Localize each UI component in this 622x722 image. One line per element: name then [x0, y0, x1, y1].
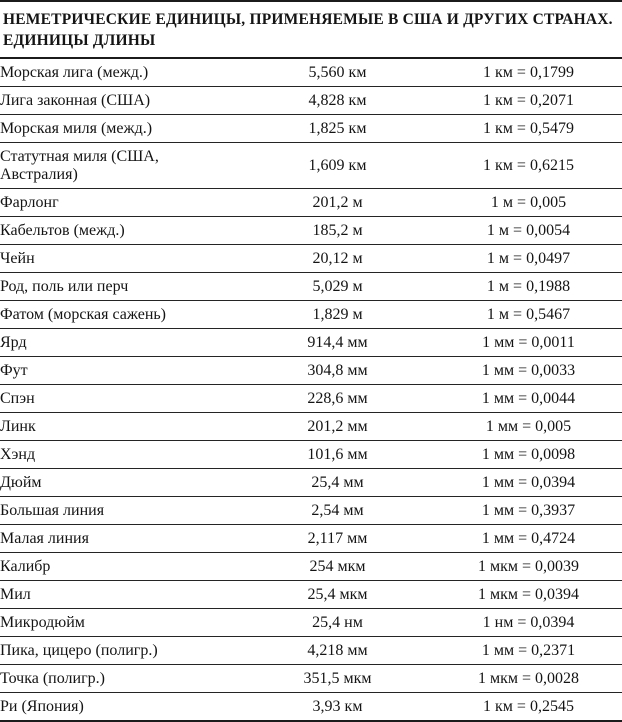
unit-conversion-cell: 1 км = 0,1799 — [435, 59, 622, 87]
table-row — [0, 329, 622, 357]
unit-name-cell: Мил — [0, 581, 240, 609]
unit-conversion-cell: 1 м = 0,1988 — [435, 273, 622, 301]
unit-name-cell: Ярд — [0, 329, 240, 357]
table-row — [0, 87, 622, 115]
unit-conversion-cell: 1 мкм = 0,0394 — [435, 581, 622, 609]
unit-name-cell: Спэн — [0, 385, 240, 413]
unit-conversion-cell: 1 км = 0,5479 — [435, 115, 622, 143]
table-row — [0, 469, 622, 497]
unit-conversion-cell: 1 м = 0,0497 — [435, 245, 622, 273]
unit-name-cell: Хэнд — [0, 441, 240, 469]
unit-name-cell: Фарлонг — [0, 189, 240, 217]
unit-name-cell: Лига законная (США) — [0, 87, 240, 115]
unit-conversion-cell: 1 м = 0,5467 — [435, 301, 622, 329]
unit-conversion-cell: 1 мм = 0,2371 — [435, 637, 622, 665]
table-row — [0, 357, 622, 385]
unit-name-cell: Морская миля (межд.) — [0, 115, 240, 143]
unit-value-cell: 1,825 км — [240, 115, 435, 143]
unit-name-cell: Микродюйм — [0, 609, 240, 637]
table-row — [0, 413, 622, 441]
unit-conversion-cell: 1 мм = 0,4724 — [435, 525, 622, 553]
table-row — [0, 245, 622, 273]
unit-value-cell: 3,93 км — [240, 693, 435, 722]
unit-value-cell: 20,12 м — [240, 245, 435, 273]
unit-value-cell: 1,609 км — [240, 143, 435, 189]
table-row — [0, 115, 622, 143]
unit-value-cell: 228,6 мм — [240, 385, 435, 413]
unit-name-cell: Кабельтов (межд.) — [0, 217, 240, 245]
table-row — [0, 189, 622, 217]
unit-conversion-cell: 1 мм = 0,0394 — [435, 469, 622, 497]
unit-value-cell: 254 мкм — [240, 553, 435, 581]
table-row — [0, 581, 622, 609]
table-row — [0, 273, 622, 301]
units-table — [0, 59, 622, 722]
table-row — [0, 553, 622, 581]
unit-value-cell: 25,4 мм — [240, 469, 435, 497]
unit-value-cell: 1,829 м — [240, 301, 435, 329]
unit-conversion-cell: 1 км = 0,6215 — [435, 143, 622, 189]
unit-value-cell: 914,4 мм — [240, 329, 435, 357]
unit-name-cell: Дюйм — [0, 469, 240, 497]
unit-conversion-cell: 1 мм = 0,0011 — [435, 329, 622, 357]
unit-value-cell: 5,560 км — [240, 59, 435, 87]
unit-conversion-cell: 1 м = 0,005 — [435, 189, 622, 217]
unit-conversion-cell: 1 м = 0,0054 — [435, 217, 622, 245]
unit-name-cell: Ри (Япония) — [0, 693, 240, 722]
unit-conversion-cell: 1 мм = 0,3937 — [435, 497, 622, 525]
unit-value-cell: 2,54 мм — [240, 497, 435, 525]
table-row — [0, 59, 622, 87]
table-row — [0, 693, 622, 722]
unit-conversion-cell: 1 мм = 0,0044 — [435, 385, 622, 413]
table-row — [0, 385, 622, 413]
unit-name-cell: Статутная миля (США, Австралия) — [0, 143, 240, 189]
unit-conversion-cell: 1 км = 0,2545 — [435, 693, 622, 722]
unit-value-cell: 201,2 мм — [240, 413, 435, 441]
unit-value-cell: 25,4 мкм — [240, 581, 435, 609]
table-row — [0, 441, 622, 469]
unit-name-cell: Пика, цицеро (полигр.) — [0, 637, 240, 665]
table-row — [0, 609, 622, 637]
table-row — [0, 301, 622, 329]
unit-value-cell: 25,4 нм — [240, 609, 435, 637]
unit-value-cell: 4,828 км — [240, 87, 435, 115]
unit-conversion-cell: 1 км = 0,2071 — [435, 87, 622, 115]
table-row — [0, 497, 622, 525]
unit-value-cell: 304,8 мм — [240, 357, 435, 385]
page-title-line-2: ЕДИНИЦЫ ДЛИНЫ — [3, 32, 156, 49]
unit-name-cell: Линк — [0, 413, 240, 441]
page-title — [0, 0, 622, 59]
unit-value-cell: 4,218 мм — [240, 637, 435, 665]
unit-conversion-cell: 1 мкм = 0,0028 — [435, 665, 622, 693]
unit-conversion-cell: 1 нм = 0,0394 — [435, 609, 622, 637]
unit-name-cell: Калибр — [0, 553, 240, 581]
table-row — [0, 665, 622, 693]
unit-name-cell: Род, поль или перч — [0, 273, 240, 301]
unit-name-cell: Малая линия — [0, 525, 240, 553]
unit-value-cell: 185,2 м — [240, 217, 435, 245]
unit-conversion-cell: 1 мкм = 0,0039 — [435, 553, 622, 581]
unit-name-cell: Фут — [0, 357, 240, 385]
unit-value-cell: 201,2 м — [240, 189, 435, 217]
unit-conversion-cell: 1 мм = 0,0098 — [435, 441, 622, 469]
unit-conversion-cell: 1 мм = 0,005 — [435, 413, 622, 441]
table-row — [0, 525, 622, 553]
table-row — [0, 217, 622, 245]
page-title-line-1: НЕМЕТРИЧЕСКИЕ ЕДИНИЦЫ, ПРИМЕНЯЕМЫЕ В США И ДРУГИХ СТРАНАХ. — [3, 11, 613, 28]
unit-conversion-cell: 1 мм = 0,0033 — [435, 357, 622, 385]
unit-name-cell: Морская лига (межд.) — [0, 59, 240, 87]
unit-name-cell: Фатом (морская сажень) — [0, 301, 240, 329]
unit-name-cell: Точка (полигр.) — [0, 665, 240, 693]
table-row — [0, 143, 622, 189]
unit-value-cell: 2,117 мм — [240, 525, 435, 553]
table-row — [0, 637, 622, 665]
unit-value-cell: 101,6 мм — [240, 441, 435, 469]
unit-name-cell: Чейн — [0, 245, 240, 273]
unit-value-cell: 351,5 мкм — [240, 665, 435, 693]
units-table-body — [0, 59, 622, 721]
unit-value-cell: 5,029 м — [240, 273, 435, 301]
unit-name-cell: Большая линия — [0, 497, 240, 525]
